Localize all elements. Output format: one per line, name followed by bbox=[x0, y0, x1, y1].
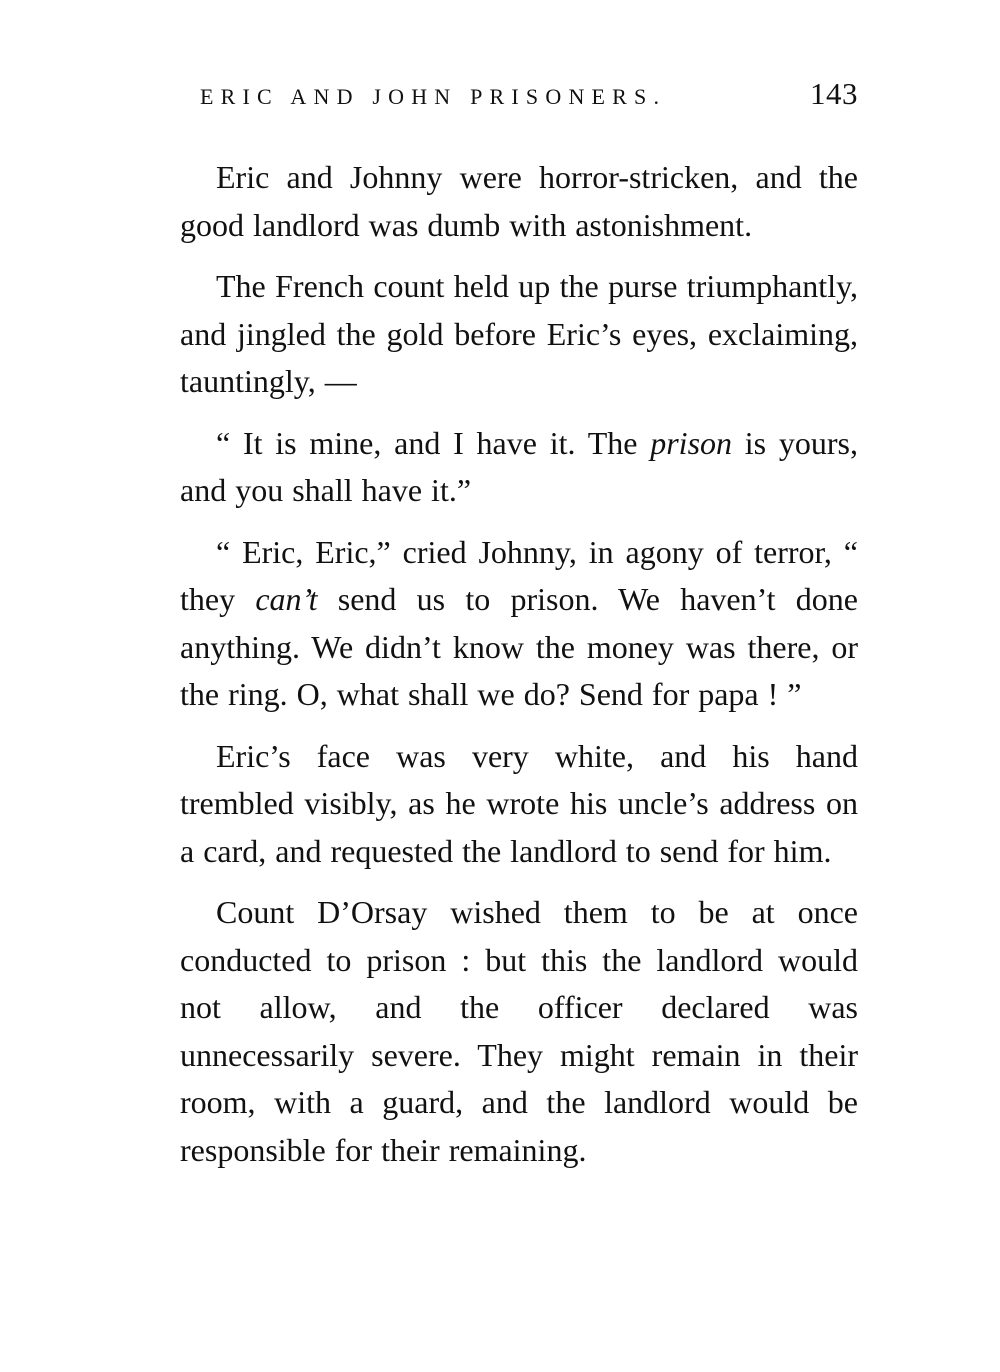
running-header bbox=[180, 76, 858, 120]
text-segment: is yours, and you shall have it.” bbox=[180, 424, 859, 508]
italic-word: can’t bbox=[255, 581, 318, 617]
page-number: 143 bbox=[810, 76, 858, 111]
text-segment: send us to prison. We haven’t done anything. We didn’t know the money was there, or the ring. O, what shall we do? Send for papa ! ” bbox=[180, 581, 859, 712]
running-title: ERIC AND JOHN PRISONERS. bbox=[200, 84, 667, 109]
body-text bbox=[180, 154, 858, 1174]
paragraph bbox=[180, 733, 858, 876]
text-segment: Eric’s face was very white, and his hand trembled visibly, as he wrote his uncle’s address on a card, and requested the landlord to send for him. bbox=[180, 737, 858, 869]
text-segment: The French count held up the purse triumphantly, and jingled the gold before Eric’s eyes, exclaiming, tauntingly, — bbox=[180, 268, 858, 399]
text-segment: Eric and Johnny were horror-stricken, and the good landlord was dumb with astonishment. bbox=[180, 159, 858, 243]
text-segment: Count D’Orsay wished them to be at once conducted to prison : but this the landlord would not allow, and the officer declared was unnecessarily severe. They might remain in their room, with a guard, and the landlord would be responsible for their remaining. bbox=[180, 894, 858, 1168]
paragraph bbox=[180, 263, 858, 406]
paragraph bbox=[180, 529, 858, 719]
italic-word: prison bbox=[650, 424, 733, 461]
paragraph bbox=[180, 154, 858, 249]
text-segment: “ Eric, Eric,” cried Johnny, in agony of terror, “ they bbox=[180, 533, 858, 617]
text-segment: “ It is mine, and I have it. The bbox=[216, 424, 651, 461]
paragraph bbox=[180, 889, 858, 1174]
paragraph bbox=[180, 420, 858, 515]
book-page bbox=[180, 76, 858, 1188]
